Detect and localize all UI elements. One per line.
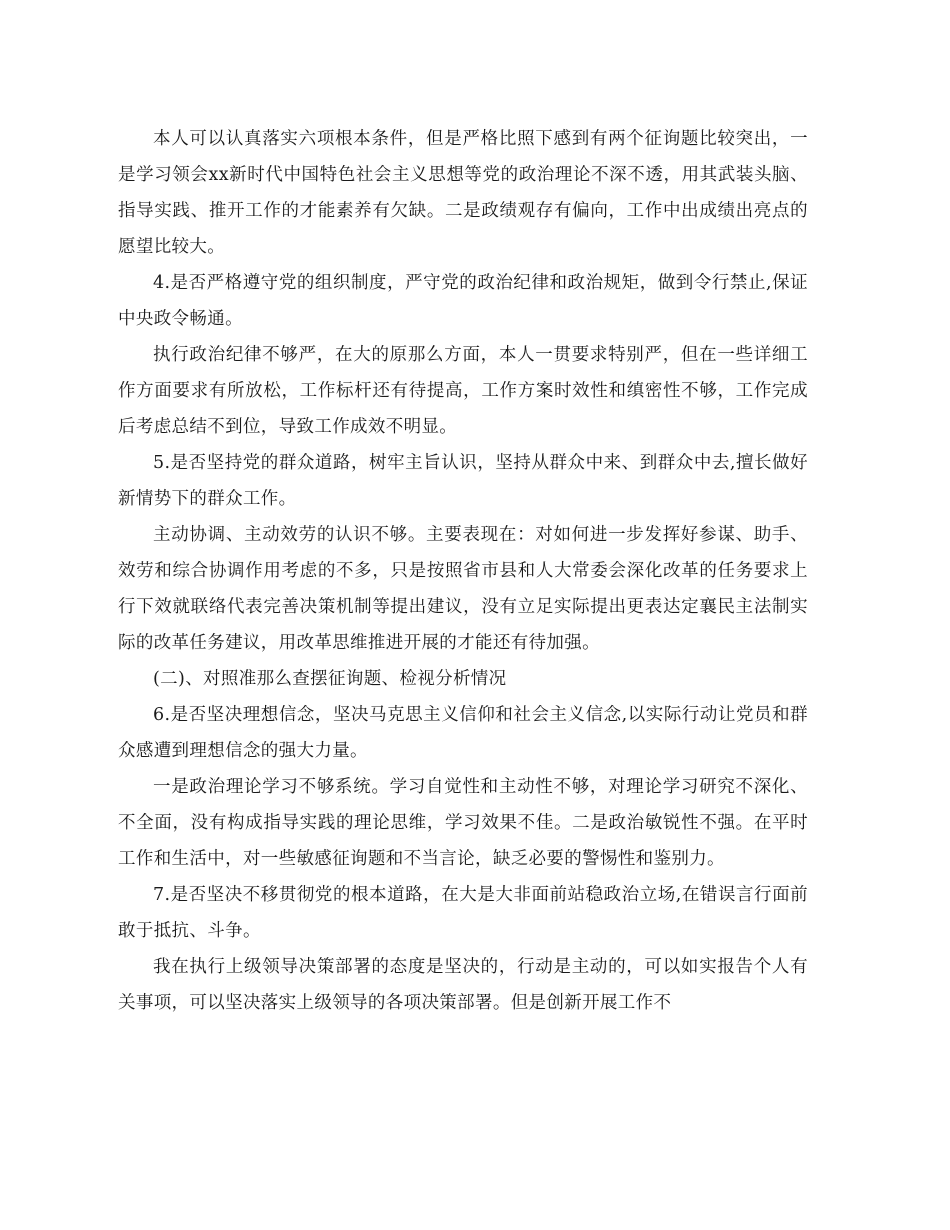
paragraph: 6.是否坚决理想信念，坚决马克思主义信仰和社会主义信念,以实际行动让党员和群众感遭到理想信念的强大力量。 xyxy=(118,705,808,761)
paragraph: 主动协调、主动效劳的认识不够。主要表现在：对如何进一步发挥好参谋、助手、效劳和综合协调作用考虑的不多，只是按照省市县和人大常委会深化改革的任务要求上行下效就联络代表完善决策机制等提出建议，没有立足实际提出更表达定襄民主法制实际的改革任务建议，用改革思维推进开展的才能还有待加强。 xyxy=(118,525,808,653)
paragraph: 一是政治理论学习不够系统。学习自觉性和主动性不够，对理论学习研究不深化、不全面，没有构成指导实践的理论思维，学习效果不佳。二是政治敏锐性不强。在平时工作和生活中，对一些敏感征询题和不当言论，缺乏必要的警惕性和鉴别力。 xyxy=(118,777,808,869)
document-body xyxy=(118,121,808,1021)
paragraph: 4.是否严格遵守党的组织制度，严守党的政治纪律和政治规矩，做到令行禁止,保证中央政令畅通。 xyxy=(118,273,808,329)
paragraph: 7.是否坚决不移贯彻党的根本道路，在大是大非面前站稳政治立场,在错误言行面前敢于抵抗、斗争。 xyxy=(118,885,808,941)
paragraph: 我在执行上级领导决策部署的态度是坚决的，行动是主动的，可以如实报告个人有关事项，可以坚决落实上级领导的各项决策部署。但是创新开展工作不 xyxy=(118,957,808,1013)
section-heading: (二)、对照准那么查摆征询题、检视分析情况 xyxy=(153,669,507,689)
paragraph: 5.是否坚持党的群众道路，树牢主旨认识，坚持从群众中来、到群众中去,擅长做好新情势下的群众工作。 xyxy=(118,453,808,509)
paragraph: 执行政治纪律不够严，在大的原那么方面，本人一贯要求特别严，但在一些详细工作方面要求有所放松，工作标杆还有待提高，工作方案时效性和缜密性不够，工作完成后考虑总结不到位，导致工作成效不明显。 xyxy=(118,345,808,437)
paragraph: 本人可以认真落实六项根本条件，但是严格比照下感到有两个征询题比较突出，一是学习领会xx新时代中国特色社会主义思想等党的政治理论不深不透，用其武装头脑、指导实践、推开工作的才能素养有欠缺。二是政绩观存有偏向，工作中出成绩出亮点的愿望比较大。 xyxy=(118,129,808,257)
